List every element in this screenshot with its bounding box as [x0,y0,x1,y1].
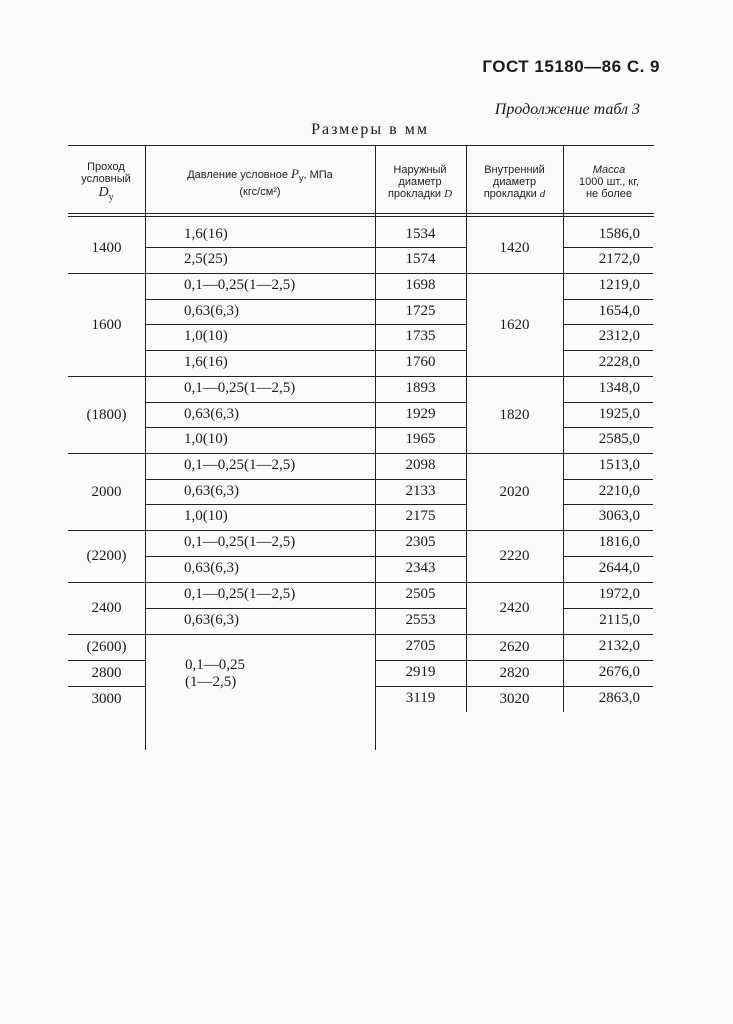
mass-row-rule [563,376,653,377]
pressure-value: 2,5(25) [184,251,228,267]
pressure-row-rule [146,376,375,377]
pressure-row-rule [146,350,375,351]
mass-value: 2115,0 [599,612,640,628]
outer-diameter-row-rule [375,427,466,428]
pressure-value: 1,0(10) [184,328,228,344]
mass-row-rule [563,247,653,248]
col-header-nominal-pass: Проход условный $D_у$ [81,161,131,203]
pressure-row-rule [146,504,375,505]
mass-row-rule [563,350,653,351]
pressure-row-rule [146,247,375,248]
mass-row-rule [563,273,653,274]
nominal-pass-group-rule [68,686,145,687]
pressure-value: 0,1—0,25(1—2,5) [184,457,296,473]
col-header-mass: Масса 1000 шт., кг, не более [579,164,639,200]
mass-value: 1348,0 [598,380,640,396]
outer-diameter-value: 2133 [405,483,436,499]
mass-value: 2312,0 [598,328,640,344]
outer-diameter-value: 2343 [405,560,436,576]
mass-row-rule [563,686,653,687]
inner-diameter-value: 3020 [499,691,530,707]
outer-diameter-row-rule [375,324,466,325]
inner-diameter-group-rule [466,582,563,583]
mass-value: 1654,0 [598,303,640,319]
pressure-row-rule [146,582,375,583]
pressure-row-rule [146,634,375,635]
outer-diameter-row-rule [375,556,466,557]
inner-diameter-group-rule [466,530,563,531]
nominal-pass-value: 2400 [91,600,122,616]
mass-value: 2863,0 [598,690,640,706]
inner-diameter-group-rule [466,453,563,454]
pressure-row-rule [146,453,375,454]
outer-diameter-value: 1760 [405,354,436,370]
inner-diameter-group-rule [466,376,563,377]
outer-diameter-value: 2553 [405,612,436,628]
inner-diameter-value: 1820 [499,406,530,423]
pressure-value: 1,0(10) [184,508,228,524]
mass-row-rule [563,402,653,403]
mass-value: 2676,0 [598,664,640,680]
pressure-value: 0,63(6,3) [184,303,239,319]
mass-value: 2132,0 [598,638,640,654]
mass-value: 2172,0 [598,251,640,267]
col-header-outer-diameter: Наружный диаметр прокладки D [387,164,453,200]
outer-diameter-value: 3119 [405,690,436,706]
inner-diameter-value: 1620 [499,316,530,333]
header-rule [68,213,654,214]
nominal-pass-value: (2600) [86,639,127,655]
pressure-value: 0,63(6,3) [184,406,239,422]
pressure-row-rule [146,556,375,557]
nominal-pass-group-rule [68,582,145,583]
nominal-pass-group-rule [68,660,145,661]
outer-diameter-value: 1929 [405,406,436,422]
outer-diameter-value: 1698 [405,277,436,293]
mass-row-rule [563,324,653,325]
table-top-rule [68,145,654,146]
inner-diameter-value: 2220 [499,548,530,564]
outer-diameter-row-rule [375,350,466,351]
pressure-value: 0,63(6,3) [184,612,239,628]
mass-value: 2585,0 [598,431,640,447]
mass-value: 1586,0 [598,226,640,242]
column-rule-1 [145,145,146,750]
pressure-value: 1,6(16) [184,354,228,370]
nominal-pass-value: 1400 [91,239,122,256]
outer-diameter-row-rule [375,504,466,505]
nominal-pass-group-rule [68,634,145,635]
pressure-value: 0,1—0,25(1—2,5) [184,380,296,396]
pressure-row-rule [146,530,375,531]
mass-row-rule [563,530,653,531]
mass-row-rule [563,582,653,583]
pressure-value: 0,1—0,25(1—2,5) [184,534,296,550]
mass-row-rule [563,634,653,635]
mass-value: 1972,0 [598,586,640,602]
pressure-row-rule [146,402,375,403]
nominal-pass-group-rule [68,376,145,377]
outer-diameter-row-rule [375,608,466,609]
merged-pressure-cell: 0,1—0,25 (1—2,5) [185,657,245,690]
mass-row-rule [563,608,653,609]
mass-value: 1513,0 [598,457,640,473]
nominal-pass-value: 1600 [91,316,122,333]
pressure-value: 0,63(6,3) [184,483,239,499]
col-header-inner-diameter: Внутренний диаметр прокладки d [483,164,546,200]
pressure-row-rule [146,273,375,274]
mass-value: 1219,0 [598,277,640,293]
pressure-row-rule [146,324,375,325]
nominal-pass-value: 2800 [91,665,122,681]
pressure-row-rule [146,299,375,300]
mass-row-rule [563,299,653,300]
outer-diameter-row-rule [375,582,466,583]
dimensions-note: Размеры в мм [311,121,429,138]
outer-diameter-row-rule [375,686,466,687]
outer-diameter-row-rule [375,299,466,300]
inner-diameter-group-rule [466,273,563,274]
outer-diameter-row-rule [375,634,466,635]
outer-diameter-row-rule [375,247,466,248]
nominal-pass-value: (2200) [86,548,127,564]
outer-diameter-value: 2505 [405,586,436,602]
pressure-row-rule [146,608,375,609]
inner-diameter-value: 2820 [499,665,530,681]
pressure-value: 1,0(10) [184,431,228,447]
outer-diameter-value: 1725 [405,303,436,319]
mass-value: 3063,0 [598,508,640,524]
pressure-value: 0,1—0,25(1—2,5) [184,277,296,293]
outer-diameter-row-rule [375,530,466,531]
pressure-value: 1,6(16) [184,226,228,242]
outer-diameter-value: 2919 [405,664,436,680]
header-rule-double [68,216,654,217]
col-header-pressure: Давление условное $P_у$, МПа (кгс/см²) [187,166,333,199]
nominal-pass-value: 3000 [91,691,122,707]
outer-diameter-value: 1965 [405,431,436,447]
outer-diameter-row-rule [375,453,466,454]
outer-diameter-value: 1735 [405,328,436,344]
outer-diameter-row-rule [375,660,466,661]
continuation-caption: Продолжение табл 3 [494,101,640,118]
nominal-pass-group-rule [68,273,145,274]
inner-diameter-value: 2020 [499,483,530,500]
pressure-value: 0,63(6,3) [184,560,239,576]
outer-diameter-value: 2175 [405,508,436,524]
outer-diameter-value: 1893 [405,380,436,396]
outer-diameter-row-rule [375,376,466,377]
mass-value: 2210,0 [598,483,640,499]
outer-diameter-value: 1574 [405,251,436,267]
inner-diameter-group-rule [466,660,563,661]
inner-diameter-value: 2420 [499,600,530,616]
outer-diameter-row-rule [375,479,466,480]
outer-diameter-row-rule [375,402,466,403]
mass-row-rule [563,427,653,428]
pressure-row-rule [146,479,375,480]
mass-value: 2644,0 [598,560,640,576]
outer-diameter-value: 2305 [405,534,436,550]
pressure-value: 0,1—0,25(1—2,5) [184,586,296,602]
mass-row-rule [563,556,653,557]
nominal-pass-value: 2000 [91,483,122,500]
nominal-pass-group-rule [68,530,145,531]
inner-diameter-group-rule [466,686,563,687]
inner-diameter-group-rule [466,634,563,635]
mass-row-rule [563,453,653,454]
inner-diameter-value: 2620 [499,639,530,655]
mass-value: 1816,0 [598,534,640,550]
nominal-pass-group-rule [68,453,145,454]
mass-row-rule [563,504,653,505]
mass-row-rule [563,660,653,661]
inner-diameter-value: 1420 [499,239,530,256]
standard-header: ГОСТ 15180—86 С. 9 [482,57,660,76]
mass-value: 2228,0 [598,354,640,370]
nominal-pass-value: (1800) [86,406,127,423]
mass-value: 1925,0 [598,406,640,422]
outer-diameter-value: 1534 [405,226,436,242]
mass-row-rule [563,479,653,480]
outer-diameter-row-rule [375,273,466,274]
pressure-row-rule [146,427,375,428]
outer-diameter-value: 2098 [405,457,436,473]
column-rule-3 [466,145,467,712]
outer-diameter-value: 2705 [405,638,436,654]
